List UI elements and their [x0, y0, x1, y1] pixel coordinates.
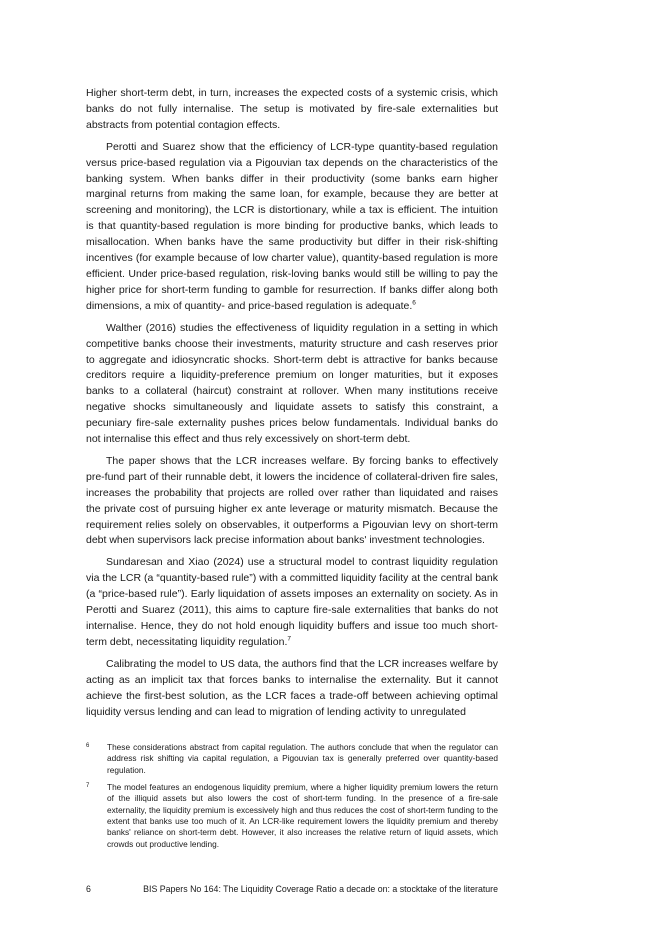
running-title: BIS Papers No 164: The Liquidity Coverage Ratio a decade on: a stocktake of the literature	[143, 884, 498, 894]
paragraph-3: Walther (2016) studies the effectiveness of liquidity regulation in a setting in which competitive banks choose their investments, maturity structure and cash reserves prior to aggregate and idiosyncratic shocks. Short-term debt is attractive for banks because creditors require a liquidity-preference premium on longer maturities, but it exposes banks to a collateral (haircut) constraint at rollover. When many institutions receive negative shocks simultaneously and liquidate assets to satisfy this constraint, a pecuniary fire-sale externality pushes prices below fundamentals. Individual banks do not internalise this effect and thus rely excessively on short-term debt.	[86, 321, 498, 446]
footnote-ref-7[interactable]: 7	[287, 635, 291, 643]
paragraph-1: Higher short-term debt, in turn, increases the expected costs of a systemic crisis, which banks do not fully internalise. The setup is motivated by fire-sale externalities but abstracts from potential contagion effects.	[86, 87, 498, 131]
body-text	[86, 86, 498, 726]
footnote-ref-6[interactable]: 6	[412, 299, 416, 307]
footnote-7	[86, 782, 498, 850]
footnote-number: 7	[86, 783, 90, 790]
paragraph-2: Perotti and Suarez show that the efficiency of LCR-type quantity-based regulation versus price-based regulation via a Pigouvian tax depends on the characteristics of the banking system. When banks differ in their productivity (some banks earn higher marginal returns from making the same loan, for example, because they are better at screening and monitoring), the LCR is distortionary, while a tax is efficient. The intuition is that quantity-based regulation is more binding for productive banks, which leads to misallocation. When banks have the same productivity but differ in their risk-shifting incentives (for example because of low charter value), quantity-based regulation is more efficient. Under price-based regulation, risk-loving banks would still be willing to pay the higher price for short-term funding to gamble for resurrection. If banks differ along both dimensions, a mix of quantity- and price-based regulation is adequate.$^6$	[86, 140, 498, 312]
footnotes	[86, 742, 498, 856]
footnote-6	[86, 742, 498, 776]
paragraph-6: Calibrating the model to US data, the authors find that the LCR increases welfare by acting as an implicit tax that forces banks to internalise the externality. But it cannot achieve the first-best solution, as the LCR faces a trade-off between achieving optimal liquidity versus lending and can lead to migration of lending activity to unregulated	[86, 657, 498, 718]
footnote-number: 6	[86, 743, 90, 749]
footnote-text: The model features an endogenous liquidity premium, where a higher liquidity premium lowers the return of the illiquid assets but also lowers the cost of short-term funding. In the presence of a fire-sale externality, the liquidity premium is excessively high and thus reduces the cost of short-term funding to the extent that banks use too much of it. An LCR-like requirement lowers the liquidity premium and thereby banks' reliance on short-term debt. However, it also increases the relative return of liquid assets, which crowds out productive lending.	[107, 782, 498, 849]
footnote-text: These considerations abstract from capital regulation. The authors conclude that when the regulator can address risk shifting via capital regulation, a Pigouvian tax is generally preferred over quantity-based regulation.	[107, 742, 498, 775]
paragraph-4: The paper shows that the LCR increases welfare. By forcing banks to effectively pre-fund part of their runnable debt, it lowers the incidence of collateral-driven fire sales, increases the probability that projects are rolled over rather than liquidated and raises the private cost of pursuing higher ex ante leverage or maturity mismatch. Because the requirement relies solely on observables, it outperforms a Pigouvian levy on short-term debt when supervisors lack precise information about banks' investment technologies.	[86, 454, 498, 547]
paragraph-5: Sundaresan and Xiao (2024) use a structural model to contrast liquidity regulation via the LCR (a “quantity-based rule”) with a committed liquidity facility at the central bank (a “price-based rule”). Early liquidation of assets imposes an externality on society. As in Perotti and Suarez (2011), this aims to capture fire-sale externalities that banks do not internalise. Hence, they do not hold enough liquidity buffers and issue too much short-term debt, necessitating liquidity regulation.$^7$	[86, 556, 498, 648]
page-number: 6	[86, 884, 91, 894]
